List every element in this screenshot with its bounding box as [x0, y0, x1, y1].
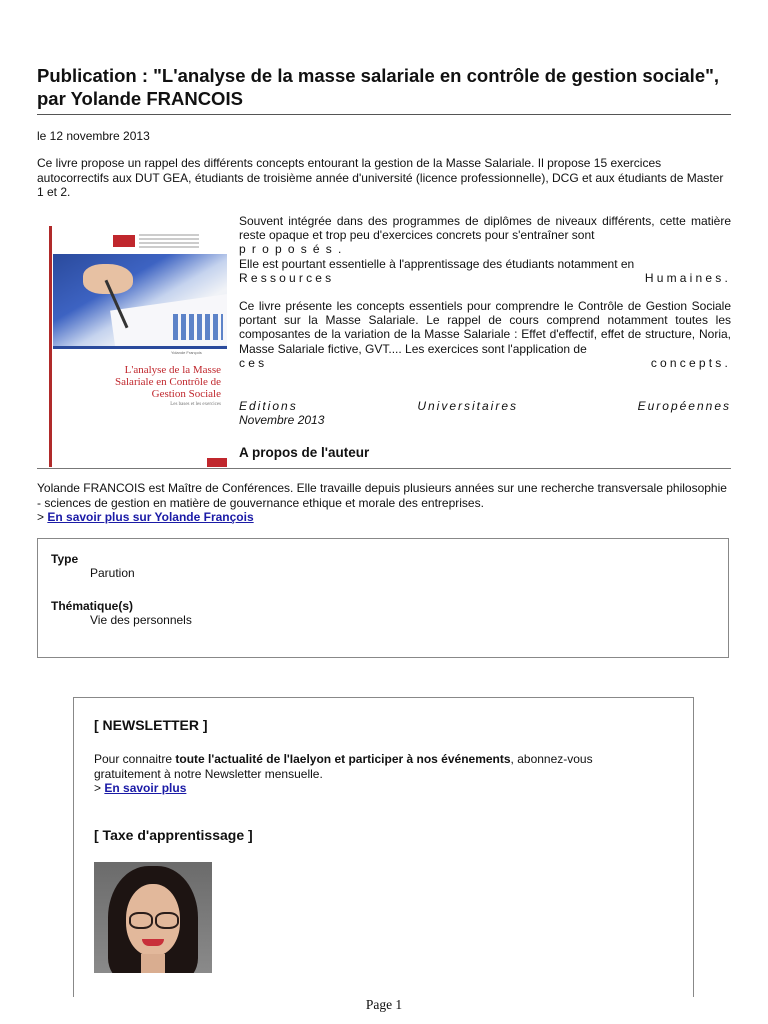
about-heading: A propos de l'auteur [239, 445, 370, 460]
cover-corner-block [207, 458, 227, 467]
description-paragraph-2-end: Ressources Humaines. [239, 270, 731, 285]
cover-spine [49, 226, 52, 467]
cover-subtitle: Les bases et les exercices [170, 402, 221, 407]
cover-title: L'analyse de la Masse Salariale en Contrôle de Gestion Sociale [115, 364, 221, 400]
publication-date: le 12 novembre 2013 [37, 129, 150, 143]
author-more-link[interactable]: En savoir plus sur Yolande François [47, 510, 254, 524]
publisher-word-1: Editions [239, 399, 298, 413]
publisher-word-2: Universitaires [417, 399, 518, 413]
book-cover-image [49, 226, 227, 467]
type-value: Parution [90, 566, 135, 580]
meta-box [37, 538, 729, 658]
book-description [239, 214, 731, 370]
cover-divider [53, 346, 227, 349]
cover-author: Yolande François [171, 350, 202, 355]
newsletter-heading: [ NEWSLETTER ] [94, 717, 208, 733]
theme-value: Vie des personnels [90, 613, 192, 627]
intro-paragraph: Ce livre propose un rappel des différents concepts entourant la gestion de la Masse Salariale. Il propose 15 exercices autocorrectifs aux DUT GEA, étudiants de troisième année d'université (licence professionnelle), DCG et aux étudiants de Master 1 et 2. [37, 156, 724, 199]
author-bio-text: Yolande FRANCOIS est Maître de Conférences. Elle travaille depuis plusieurs années sur une recherche transversale philosophie - sciences de gestion en matière de gouvernance ethique et morale des entreprises. [37, 481, 727, 510]
page-title: Publication : "L'analyse de la masse salariale en contrôle de gestion sociale", par Yolande FRANCOIS [37, 65, 720, 109]
newsletter-more-link[interactable]: En savoir plus [104, 781, 187, 795]
description-paragraph-1-end: proposés. [239, 242, 348, 257]
newsletter-box [73, 697, 694, 997]
theme-label: Thématique(s) [51, 599, 134, 613]
taxe-heading: [ Taxe d'apprentissage ] [94, 827, 253, 843]
author-bio: Yolande FRANCOIS est Maître de Conférences. Elle travaille depuis plusieurs années sur une recherche transversale philosophie - sciences de gestion en matière de gouvernance ethique et morale des entreprises. > En savoir plus sur Yolande François [37, 481, 731, 525]
about-divider [37, 468, 731, 469]
title-divider [37, 114, 731, 115]
taxe-portrait-image [94, 862, 212, 973]
type-label: Type [51, 552, 79, 566]
page-number: Page 1 [365, 997, 403, 1012]
cover-photo [53, 254, 227, 346]
description-paragraph-3-end: ces concepts. [239, 355, 731, 370]
publisher-logo-icon [113, 235, 135, 247]
publisher-word-3: Européennes [637, 399, 731, 413]
publisher-info [239, 399, 731, 427]
description-paragraph-2: Elle est pourtant essentielle à l'apprentissage des étudiants notamment en [239, 256, 635, 271]
description-paragraph-3: Ce livre présente les concepts essentiels pour comprendre le Contrôle de Gestion Sociale portant sur la Masse Salariale. Le rappel de cours comprend notamment toutes les composantes de la variation de la Masse Salariale : Effet d'effectif, effet de structure, Noria, Masse Salariale fictive, GVT.... Les exercices sont l'application de [239, 299, 731, 356]
description-paragraph-1: Souvent intégrée dans des programmes de diplômes de niveaux différents, cette matière reste opaque et trop peu d'exercices concrets pour s'entraîner sont [239, 214, 731, 243]
publisher-date: Novembre 2013 [239, 413, 325, 428]
publisher-logo-text [139, 234, 199, 248]
newsletter-text: Pour connaitre toute l'actualité de l'Iaelyon et participer à nos événements, abonnez-vous gratuitement à notre Newsletter mensuelle. > En savoir plus [94, 752, 593, 795]
